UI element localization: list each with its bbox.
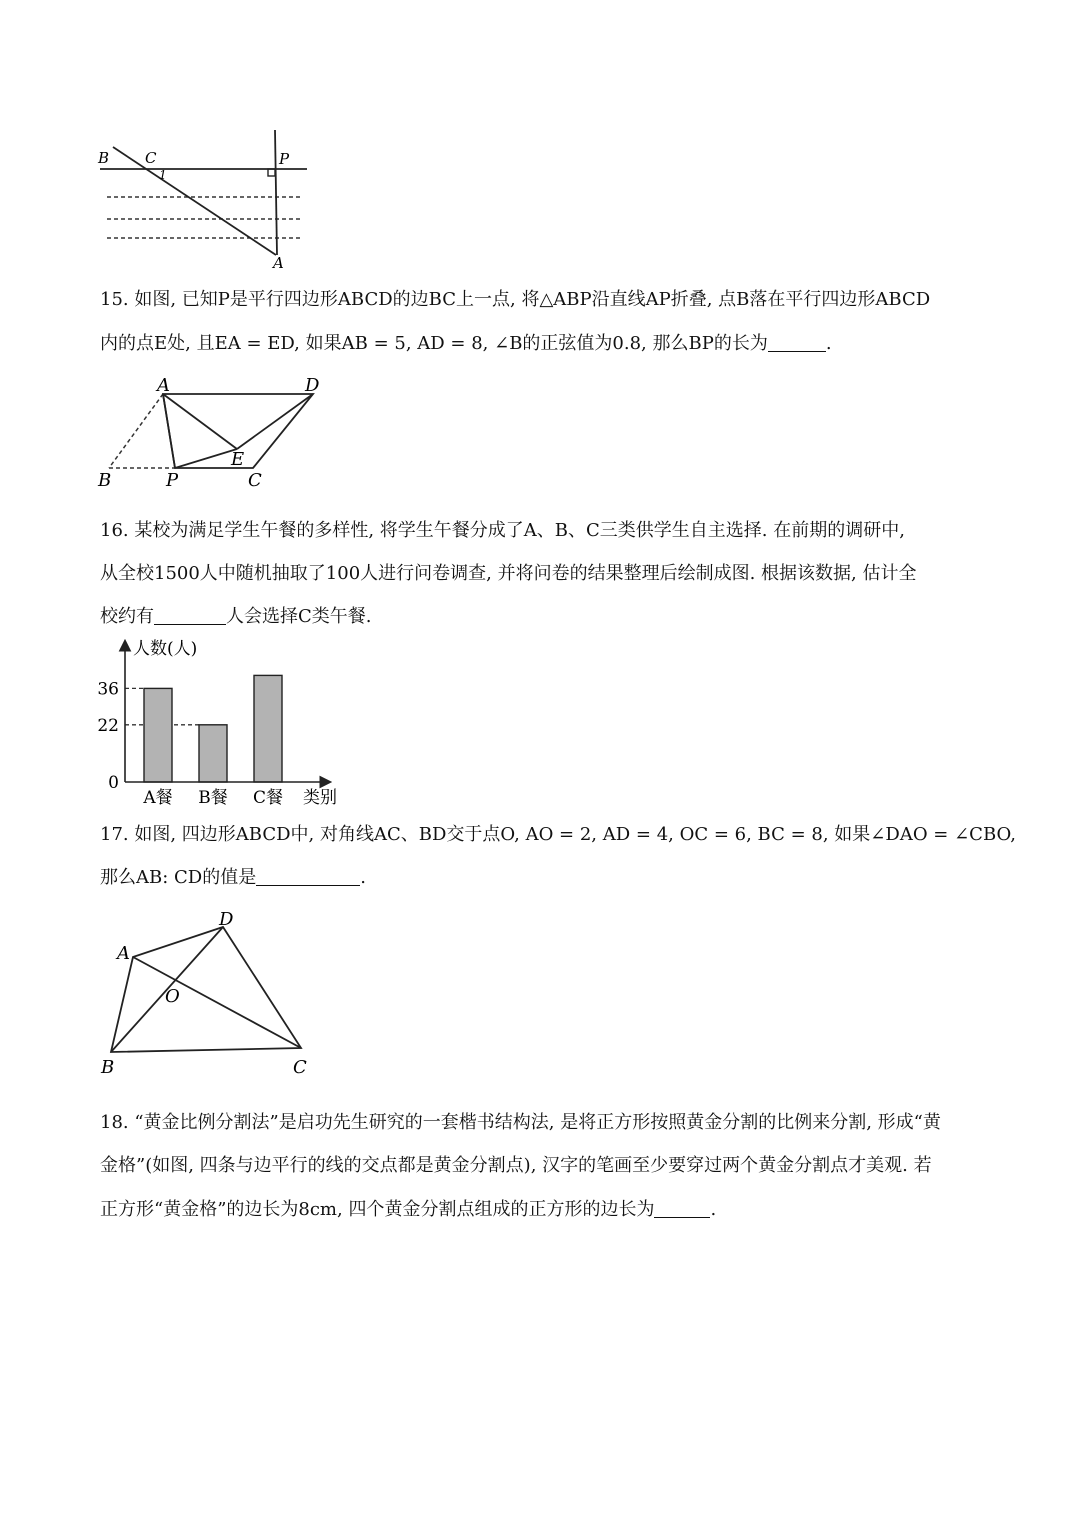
q17-line-2: [100, 863, 366, 889]
label-O: O: [165, 986, 180, 1007]
figure-q15: [95, 372, 335, 492]
label-C: C: [145, 149, 157, 167]
label-C: C: [293, 1057, 307, 1078]
label-B: B: [98, 149, 110, 167]
bar-chart-q16: [95, 632, 355, 810]
q18-text: 正方形“黄金格”的边长为8cm, 四个黄金分割点组成的正方形的边长为: [100, 1199, 655, 1220]
label-C: C: [248, 470, 262, 491]
figure-q14: [95, 125, 315, 270]
segment-PE: [175, 449, 237, 468]
bar-A餐: [144, 688, 172, 782]
label-E: E: [231, 449, 245, 470]
figure-q17: [95, 905, 325, 1080]
label-B: B: [98, 470, 112, 491]
dashed-AB: [109, 394, 163, 468]
label-A: A: [273, 254, 284, 270]
category-label-A餐: A餐: [143, 788, 173, 808]
q16-answer-blank[interactable]: [154, 606, 226, 625]
q15-text: 内的点E处, 且EA = ED, 如果AB = 5, AD = 8, ∠B的正弦值为0.8, 那么BP的长为: [100, 333, 768, 354]
label-A: A: [117, 943, 130, 964]
q18-period: .: [710, 1199, 717, 1220]
q17-answer-blank[interactable]: [256, 867, 360, 886]
q18-answer-blank[interactable]: [654, 1199, 710, 1218]
category-label-B餐: B餐: [198, 788, 228, 808]
q15-line-1: 15. 如图, 已知P是平行四边形ABCD的边BC上一点, 将△ABP沿直线AP折叠, 点B落在平行四边形ABCD: [100, 289, 931, 310]
q15-line-2: [100, 329, 832, 355]
line-vertical: [275, 130, 277, 255]
label-B: B: [101, 1057, 115, 1078]
q18-line-1: 18. “黄金比例分割法”是启功先生研究的一套楷书结构法, 是将正方形按照黄金分割的比例来分割, 形成“黄: [100, 1112, 941, 1133]
q15-period: .: [825, 333, 832, 354]
x-axis-label: 类别: [303, 788, 337, 808]
y-axis-label: 人数(人): [133, 639, 198, 659]
q18-line-3: [100, 1195, 716, 1221]
bar-B餐: [199, 725, 227, 782]
label-A: A: [157, 375, 170, 396]
y-tick-label-22: 22: [97, 715, 119, 736]
q15-answer-blank[interactable]: [768, 333, 826, 352]
q17-period: .: [360, 867, 366, 888]
bar-C餐: [254, 675, 282, 782]
diagonal-AC: [133, 957, 301, 1048]
q16-line-3: [100, 602, 372, 628]
q17-text: 那么AB: CD的值是: [100, 867, 257, 888]
label-P: P: [279, 150, 290, 168]
line-slanted: [113, 147, 276, 255]
q17-line-1: 17. 如图, 四边形ABCD中, 对角线AC、BD交于点O, AO = 2, AD = 4, OC = 6, BC = 8, 如果∠DAO = ∠CBO,: [100, 824, 1016, 845]
q16-text-post: 人会选择C类午餐.: [226, 606, 372, 627]
right-angle-mark: [268, 169, 275, 176]
q16-line-2: 从全校1500人中随机抽取了100人进行问卷调查, 并将问卷的结果整理后绘制成图. 根据该数据, 估计全: [100, 563, 917, 584]
segment-AE: [163, 394, 237, 449]
label-P: P: [166, 470, 179, 491]
q16-text-pre: 校约有: [100, 606, 154, 627]
segment-AP: [163, 394, 175, 468]
y-tick-label-36: 36: [97, 679, 119, 700]
q16-line-1: 16. 某校为满足学生午餐的多样性, 将学生午餐分成了A、B、C三类供学生自主选择. 在前期的调研中,: [100, 520, 905, 541]
label-D: D: [219, 909, 234, 930]
q18-line-2: 金格”(如图, 四条与边平行的线的交点都是黄金分割点), 汉字的笔画至少要穿过两个黄金分割点才美观. 若: [100, 1155, 932, 1176]
y-tick-label-0: 0: [108, 773, 119, 793]
label-D: D: [305, 375, 320, 396]
category-label-C餐: C餐: [252, 788, 284, 808]
label-angle-1: 1: [159, 168, 167, 182]
